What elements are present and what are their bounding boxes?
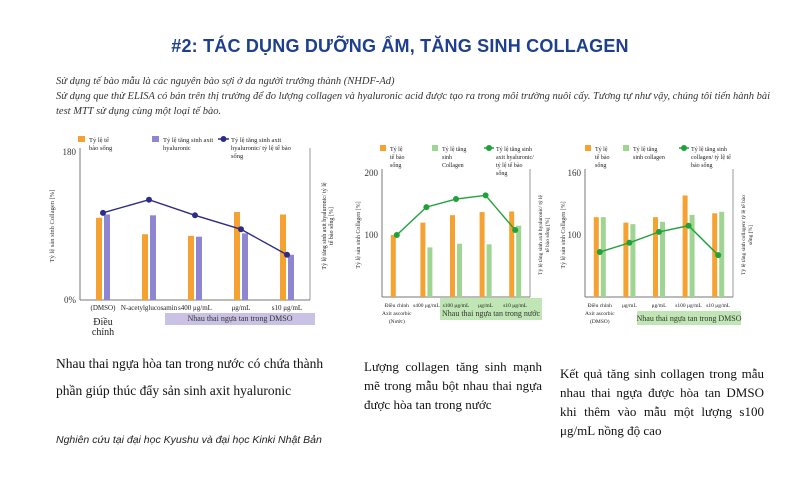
legend-swatch-1 (432, 145, 438, 151)
legend-swatch-0 (78, 136, 85, 142)
bar-0-2 (653, 217, 658, 297)
bar-1-1 (427, 247, 432, 297)
x-tick-label-0: (DMSO) (90, 304, 116, 312)
y-tick-label-0: 0% (64, 295, 76, 305)
line-point-1 (423, 204, 429, 210)
bar-1-4 (288, 255, 294, 300)
line-point-4 (512, 227, 518, 233)
bar-1-3 (242, 233, 248, 300)
x-tick-label-4: s10 μg/mL (271, 304, 303, 312)
line-point-4 (284, 252, 290, 258)
legend-label-2: Tỷ lệ tăng sinh axit hyaluronic/ tỷ lệ tế bào sống (496, 147, 534, 177)
x-tick-label-1: N-acetylglucosamin (120, 304, 178, 312)
y-tick-label-0: 160 (567, 168, 581, 178)
bar-0-4 (280, 214, 286, 300)
legend-marker-2 (681, 145, 687, 151)
legend-label-2: Tỷ lệ tăng sinh axit hyaluronic/ tỷ lệ tế bào sống (231, 137, 291, 160)
legend-swatch-1 (623, 145, 629, 151)
x-tick-label-2: s100 μg/mL (442, 303, 470, 309)
line-point-3 (686, 223, 692, 229)
intro-text (56, 74, 776, 119)
bar-0-3 (683, 195, 688, 297)
legend-swatch-0 (585, 145, 591, 151)
x-tick-label-0: Điều chỉnh Axit ascorbic (Nước) (382, 303, 412, 325)
bar-0-3 (234, 212, 240, 300)
y-tick-label-1: 100 (567, 230, 581, 240)
y-axis-title-right: Tỷ lệ tăng sinh collagen/ tỷ lệ tế bàosống [%] (741, 194, 754, 276)
bar-1-1 (150, 215, 156, 300)
x-sub-label: Điều chỉnh (91, 317, 115, 338)
line-series-0 (103, 200, 287, 255)
legend-label-0: Tỷ lệ tế bào sống (89, 137, 113, 152)
line-point-0 (597, 249, 603, 255)
x-tick-label-3: μg/mL (231, 304, 251, 312)
bar-0-1 (142, 234, 148, 300)
y-tick-label-1: 100 (364, 230, 378, 240)
bar-0-1 (420, 223, 425, 297)
y-tick-label-0: 200 (364, 168, 378, 178)
bar-0-1 (623, 223, 628, 297)
line-point-0 (394, 232, 400, 238)
bar-1-1 (630, 224, 635, 297)
intro-line-2: Sử dụng que thử ELISA có bán trên thị trường để đo lượng collagen và hyaluronic acid được tạo ra trong môi trường nuôi cấy. Tương tự như vậy, chúng tôi tiến hành bài test MTT sử dụng cùng một loại tế bào. (56, 91, 771, 117)
x-tick-label-1: μg/mL (621, 303, 637, 309)
legend-swatch-1 (152, 136, 159, 142)
x-tick-label-2: μg/mL (651, 303, 667, 309)
band-label: Nhau thai ngựa tan trong DMSO (636, 314, 742, 323)
x-tick-label-2: s400 μg/mL (178, 304, 212, 312)
line-point-1 (626, 240, 632, 246)
bar-0-2 (188, 236, 194, 300)
legend-label-1: Tỷ lệ tăng sinh Collagen (442, 147, 467, 169)
caption-collagen-water: Lượng collagen tăng sinh mạnh mẽ trong mẫu bột nhau thai ngựa được hòa tan trong nước (364, 359, 542, 412)
x-tick-label-1: s400 μg/mL (413, 303, 440, 309)
intro-line-1: Sử dụng tế bào mẫu là các nguyên bào sợi ở da người trưởng thành (NHDF-Ad) (56, 76, 395, 87)
legend-swatch-0 (380, 145, 386, 151)
y-tick-label-1: 180 (62, 147, 76, 157)
x-tick-label-3: s100 μg/mL (675, 303, 702, 309)
y-axis-title-left: Tỷ lệ sản sinh Collagen [%] (49, 189, 56, 263)
line-point-2 (453, 196, 459, 202)
x-tick-label-4: s10 μg/mL (503, 303, 528, 309)
line-point-1 (146, 197, 152, 203)
legend-label-0: Tỷ lệ tế bào sống (595, 147, 610, 169)
source-note: Nghiên cứu tại đại học Kyushu và đại học Kinki Nhật Bản (56, 434, 322, 446)
legend-marker-2 (221, 136, 227, 142)
bar-1-3 (487, 244, 492, 297)
caption-collagen-dmso: Kết quả tăng sinh collagen trong mẫu nhau thai ngựa được hòa tan DMSO khi thêm vào mẫu một lượng s100 μg/mL nồng độ cao (560, 366, 764, 438)
legend-label-1: Tỷ lệ tăng sinh axit hyaluronic (163, 137, 214, 152)
line-point-0 (100, 210, 106, 216)
y-axis-title-left: Tỷ lệ sản sinh Collagen [%] (356, 201, 362, 269)
bar-1-2 (457, 244, 462, 297)
legend-label-1: Tỷ lệ tăng sinh collagen (633, 147, 665, 161)
x-tick-label-4: s10 μg/mL (706, 303, 731, 309)
bar-1-2 (196, 237, 202, 300)
band-label: Nhau thai ngựa tan trong nước (442, 309, 540, 318)
y-axis-title-left: Tỷ lệ sản sinh Collagen [%] (561, 201, 567, 269)
legend-marker-2 (486, 145, 492, 151)
page-title: #2: TÁC DỤNG DƯỠNG ẨM, TĂNG SINH COLLAGEN (171, 36, 629, 56)
legend-label-2: Tỷ lệ tăng sinh collagen/ tỷ lệ tế bào sống (691, 147, 731, 169)
line-point-4 (715, 252, 721, 258)
bar-1-4 (516, 226, 521, 297)
band-label: Nhau thai ngựa tan trong DMSO (187, 314, 293, 323)
bar-0-0 (96, 218, 102, 300)
bar-0-2 (450, 215, 455, 297)
line-point-3 (483, 192, 489, 198)
chart-collagen-dmso (555, 135, 765, 335)
bar-0-0 (594, 217, 599, 297)
bar-0-3 (480, 212, 485, 297)
bar-1-0 (104, 214, 110, 300)
caption-hyaluronic: Nhau thai ngựa hòa tan trong nước có chứa thành phần giúp thúc đẩy sản sinh axit hyaluronic (56, 356, 324, 398)
line-point-2 (192, 212, 198, 218)
line-point-3 (238, 226, 244, 232)
chart-collagen-water (350, 135, 550, 335)
y-axis-title-right: Tỷ lệ tăng sinh axit hyaluronic/ tỷ lệtế bào sống [%] (538, 195, 551, 275)
x-tick-label-0: Điều chỉnh Axit ascorbic (DMSO) (585, 303, 615, 325)
chart-hyaluronic (40, 130, 360, 340)
bar-0-0 (391, 235, 396, 297)
line-point-2 (656, 229, 662, 235)
x-tick-label-3: μg/mL (478, 303, 494, 309)
legend-label-0: Tỷ lệ tế bào sống (390, 147, 405, 169)
bar-1-0 (601, 217, 606, 297)
y-axis-title-right: Tỷ lệ tăng sinh axit hyaluronic/ tỷ lệtế bào sống [%] (322, 182, 335, 270)
